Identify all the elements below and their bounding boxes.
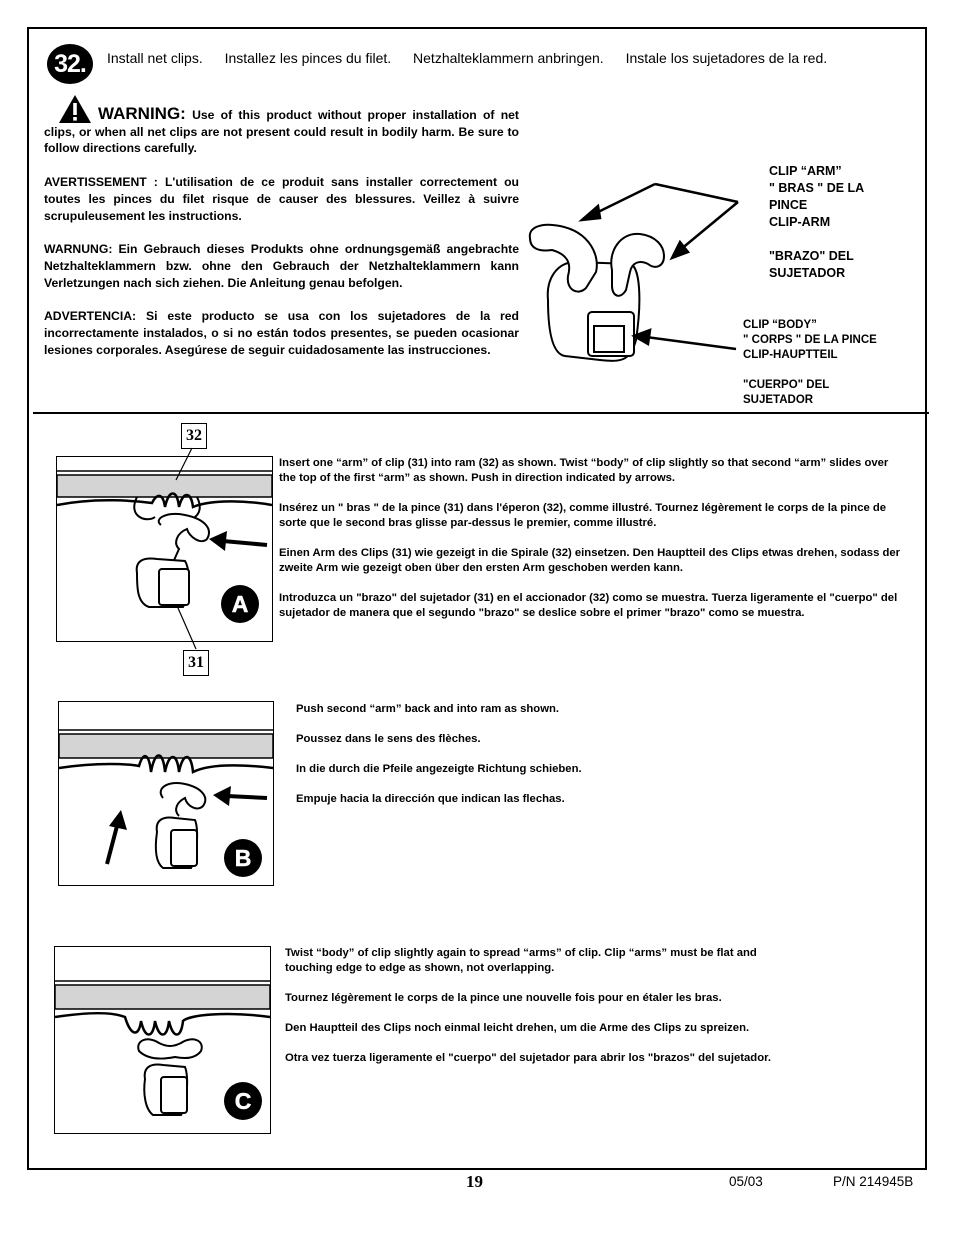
panel-b-text-es: Empuje hacia la dirección que indican las flechas.	[296, 793, 565, 805]
step-number-badge: 32.	[47, 44, 93, 84]
callout-arm-fr: " BRAS " DE LA PINCE	[769, 181, 864, 212]
warning-es: ADVERTENCIA: Si este producto se usa con los sujetadores de la red incorrectamente instalados, o si no están todos presentes, se pueden ocasionar lesiones corporales. Asegúrese de seguir cuidadosamente las instrucciones.	[44, 309, 519, 357]
callout-arm-en: CLIP “ARM”	[769, 164, 842, 178]
panel-a-letter: A	[231, 591, 249, 617]
panel-b-text-de: In die durch die Pfeile angezeigte Richtung schieben.	[296, 763, 582, 775]
panel-c-text-en: Twist “body” of clip slightly again to spread “arms” of clip. Clip “arms” must be flat and touching edge to edge as shown, not overlapping.	[285, 947, 757, 974]
panel-c-text-es: Otra vez tuerza ligeramente el "cuerpo" del sujetador para abrir los "brazos" del sujetador.	[285, 1052, 772, 1064]
panel-a-letter-badge	[220, 584, 260, 624]
callout-body-es: "CUERPO" DEL SUJETADOR	[743, 379, 830, 406]
panel-a-text-fr: Insérez un " bras " de la pince (31) dans l'éperon (32), comme illustré. Tournez légèrement le corps de la pince de sorte que le second bras glisse par-dessus le premier, comme illustré.	[279, 502, 887, 529]
step-title-en: Install net clips.	[107, 50, 203, 66]
panel-b-letter-badge	[223, 838, 263, 878]
warning-word: WARNING:	[98, 104, 186, 123]
step-title-fr: Installez les pinces du filet.	[224, 50, 392, 66]
footer-part-number: P/N 214945B	[833, 1174, 914, 1189]
panel-c-text-fr: Tournez légèrement le corps de la pince une nouvelle fois pour en étaler les bras.	[285, 992, 722, 1004]
page-number: 19	[466, 1172, 483, 1191]
panel-a-text-de: Einen Arm des Clips (31) wie gezeigt in die Spirale (32) einsetzen. Den Hauptteil des Clips etwas drehen, sodass der zweite Arm wie gezeigt oben über den ersten Arm geschoben werden kann.	[279, 547, 901, 574]
panel-a-text-es: Introduzca un "brazo" del sujetador (31) en el accionador (32) como se muestra. Tuerza ligeramente el "cuerpo" del sujetador de manera que el segundo "brazo" se deslice sobre el primer "brazo" como se muestra.	[279, 592, 898, 619]
panel-b-text-en: Push second “arm” back and into ram as shown.	[296, 703, 560, 715]
panel-c-letter-badge	[223, 1081, 263, 1121]
part-number-32: 32	[181, 423, 207, 449]
callout-arm	[769, 163, 889, 282]
panel-b-letter: B	[234, 845, 252, 871]
panel-c-text-de: Den Hauptteil des Clips noch einmal leicht drehen, um die Arme des Clips zu spreizen.	[285, 1022, 750, 1034]
step-title-es: Instale los sujetadores de la red.	[625, 50, 828, 66]
warning-en-text: Use of this product without proper installation of net clips, or when all net clips are not present could result in bodily harm. Be sure to follow directions carefully.	[44, 108, 519, 156]
panel-b-text-fr: Poussez dans le sens des flèches.	[296, 733, 481, 745]
callout-body-en: CLIP “BODY”	[743, 319, 817, 331]
callout-body-de: CLIP-HAUPTTEIL	[743, 349, 838, 361]
callout-body	[743, 318, 903, 408]
panel-c-letter: C	[234, 1088, 252, 1114]
step-title-de: Netzhalteklammern anbringen.	[413, 50, 604, 66]
panel-b-instructions	[296, 702, 896, 822]
warning-fr: AVERTISSEMENT : L'utilisation de ce produit sans installer correctement ou toutes les pinces du filet risque de causer des blessures. Veillez à suivre scrupuleusement les instructions.	[44, 175, 519, 223]
panel-c-instructions	[285, 946, 805, 1081]
panel-a-text-en: Insert one “arm” of clip (31) into ram (32) as shown. Twist “body” of clip slightly so that second “arm” slides over the top of the first “arm” as shown. Push in direction indicated by arrows.	[279, 457, 889, 484]
footer-date: 05/03	[729, 1174, 763, 1189]
callout-arm-es: "BRAZO" DEL SUJETADOR	[769, 249, 854, 280]
callout-body-fr: " CORPS " DE LA PINCE	[743, 334, 877, 346]
part-number-31: 31	[183, 650, 209, 676]
callout-arm-de: CLIP-ARM	[769, 215, 831, 229]
panel-a-instructions	[279, 456, 904, 636]
warning-de: WARNUNG: Ein Gebrauch dieses Produkts ohne ordnungsgemäß angebrachte Netzhalteklammern bzw. ohne den Gebrauch der Netzhalteklammern kann Verletzungen nach sich ziehen. Die Anleitung genau befolgen.	[44, 242, 519, 290]
